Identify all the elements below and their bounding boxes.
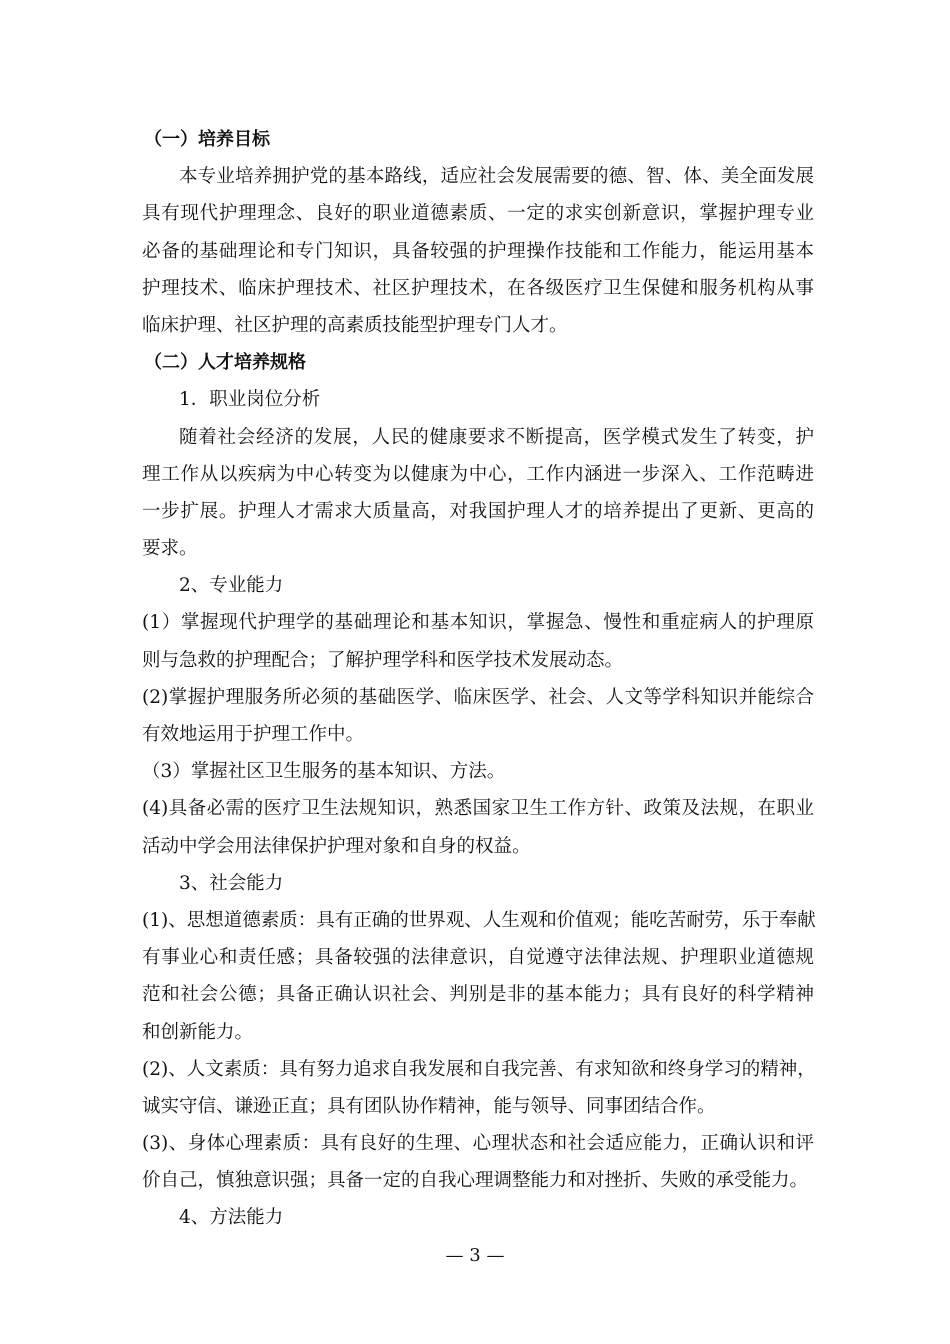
- list-item-line: (2)掌握护理服务所必须的基础医学、临床医学、社会、人文等学科知识并能综合: [142, 686, 814, 708]
- subheading-social-ability: 3、社会能力: [179, 872, 284, 894]
- list-item-line: 和创新能力。: [142, 1021, 254, 1043]
- list-item-line: 价自己，慎独意识强；具备一定的自我心理调整能力和对挫折、失败的承受能力。: [142, 1170, 809, 1192]
- list-item-line: 活动中学会用法律保护护理对象和自身的权益。: [142, 835, 531, 857]
- paragraph-line: 理工作从以疾病为中心转变为以健康为中心，工作内涵进一步深入、工作范畴进: [142, 463, 814, 485]
- paragraph-line: 临床护理、社区护理的高素质技能型护理专门人才。: [142, 314, 568, 336]
- page-number: — 3 —: [445, 1245, 505, 1266]
- list-item-line: (4)具备必需的医疗卫生法规知识，熟悉国家卫生工作方针、政策及法规，在职业: [142, 798, 814, 820]
- list-item-line: 则与急救的护理配合；了解护理学科和医学技术发展动态。: [142, 649, 624, 671]
- paragraph-line: 具有现代护理理念、良好的职业道德素质、一定的求实创新意识，掌握护理专业: [142, 203, 814, 225]
- paragraph-line: 护理技术、临床护理技术、社区护理技术，在各级医疗卫生保健和服务机构从事: [142, 277, 814, 299]
- document-body: [142, 121, 814, 1237]
- paragraph-line: 一步扩展。护理人才需求大质量高，对我国护理人才的培养提出了更新、更高的: [142, 500, 814, 522]
- paragraph-line: 要求。: [142, 538, 198, 560]
- list-item-line: (1)、思想道德素质：具有正确的世界观、人生观和价值观；能吃苦耐劳，乐于奉献: [142, 909, 816, 931]
- list-item-line: 诚实守信、谦逊正直；具有团队协作精神，能与领导、同事团结合作。: [142, 1095, 716, 1117]
- section-heading-talent-spec: （二）人才培养规格: [144, 352, 306, 374]
- list-item-line: 有事业心和责任感；具备较强的法律意识，自觉遵守法律法规、护理职业道德规: [142, 947, 814, 969]
- section-heading-training-goal: （一）培养目标: [144, 129, 270, 150]
- list-item-line: 有效地运用于护理工作中。: [142, 724, 365, 745]
- list-item-line: （3）掌握社区卫生服务的基本知识、方法。: [142, 761, 506, 783]
- list-item-line: (2)、人文素质：具有努力追求自我发展和自我完善、有求知欲和终身学习的精神，: [142, 1058, 816, 1080]
- paragraph-line: 本专业培养拥护党的基本路线，适应社会发展需要的德、智、体、美全面发展: [179, 166, 814, 188]
- list-item-line: 范和社会公德；具备正确认识社会、判别是非的基本能力；具有良好的科学精神: [142, 984, 814, 1006]
- list-item-line: (1）掌握现代护理学的基础理论和基本知识，掌握急、慢性和重症病人的护理原: [142, 612, 814, 634]
- paragraph-line: 必备的基础理论和专门知识，具备较强的护理操作技能和工作能力，能运用基本: [142, 240, 814, 262]
- subheading-job-analysis: 1．职业岗位分析: [179, 389, 321, 411]
- paragraph-line: 随着社会经济的发展，人民的健康要求不断提高，医学模式发生了转变，护: [179, 426, 814, 448]
- list-item-line: (3)、身体心理素质：具有良好的生理、心理状态和社会适应能力，正确认识和评: [142, 1133, 814, 1155]
- subheading-professional-ability: 2、专业能力: [179, 575, 284, 597]
- subheading-method-ability: 4、方法能力: [179, 1207, 284, 1229]
